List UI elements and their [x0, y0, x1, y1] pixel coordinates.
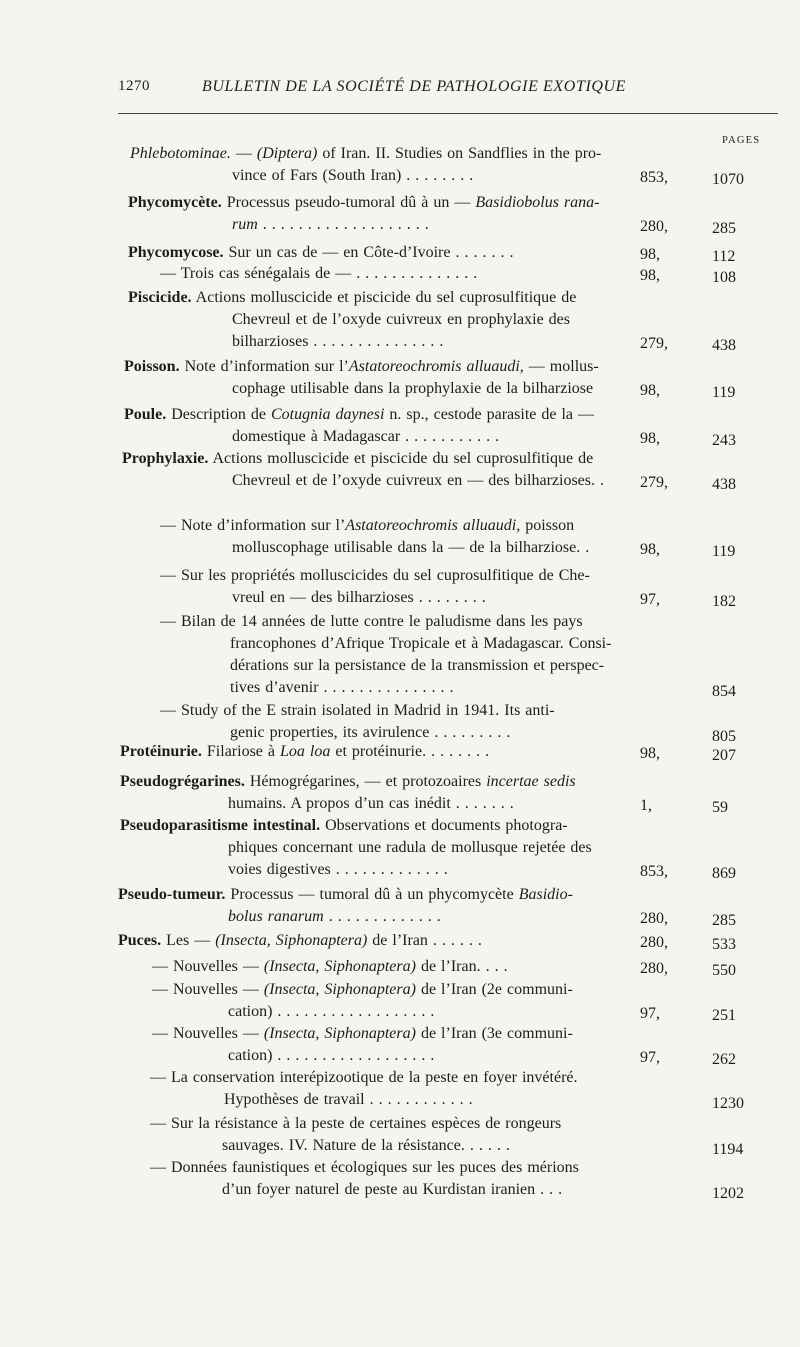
entry-line — [232, 538, 589, 558]
entry-page-number: 533 — [712, 936, 736, 953]
entry-line — [224, 1090, 473, 1110]
entry-text: Protéinurie. — [120, 743, 202, 760]
entry-text: et protéinurie. . . . . . . . — [330, 743, 490, 760]
entry-page-number: 550 — [712, 962, 736, 979]
entry-text: Astatoreochromis alluaudi — [348, 358, 520, 375]
entry-text: voies digestives . . . . . . . . . . . . . — [228, 861, 448, 878]
entry-text: Description de — [166, 406, 271, 423]
entry-text: genic properties, its avirulence . . . . . . . . . — [230, 724, 511, 741]
entry-line — [120, 816, 568, 836]
entry-line — [124, 357, 599, 377]
entry-text: rum — [232, 216, 258, 233]
entry-page-number: 243 — [712, 432, 736, 449]
entry-text: — Note d’information sur l’ — [160, 517, 346, 534]
entry-page-number: 285 — [712, 220, 736, 237]
entry-text: . . . . . . . . . . . . . — [323, 908, 441, 925]
entry-line — [150, 1114, 561, 1134]
entry-line — [118, 885, 573, 905]
entry-text: Piscicide. — [128, 289, 192, 306]
entry-line — [232, 215, 429, 235]
entry-line — [232, 379, 593, 399]
entry-line — [222, 1136, 510, 1156]
entry-line — [228, 794, 514, 814]
entry-text: tives d’avenir . . . . . . . . . . . . . . . — [230, 679, 454, 696]
entry-page-number: 285 — [712, 912, 736, 929]
entry-volume-ref: 98, — [640, 246, 660, 263]
entry-text: — — [230, 145, 257, 162]
entry-text: bilharzioses . . . . . . . . . . . . . . . — [232, 333, 444, 350]
entry-text: de l’Iran (3e communi- — [415, 1025, 573, 1042]
page-number: 1270 — [118, 78, 150, 94]
entry-text: Puces. — [118, 932, 162, 949]
entry-text: cation) . . . . . . . . . . . . . . . . . . — [228, 1047, 435, 1064]
entry-line — [228, 838, 592, 858]
entry-line — [152, 957, 508, 977]
entry-page-number: 438 — [712, 337, 736, 354]
entry-line — [124, 405, 594, 425]
entry-text: de l’Iran. . . . — [415, 958, 508, 975]
entry-line — [160, 612, 583, 632]
entry-text: Astatoreochromis alluaudi, — [345, 517, 521, 534]
entry-line — [232, 588, 486, 608]
entry-line — [228, 1046, 434, 1066]
entry-page-number: 869 — [712, 865, 736, 882]
entry-page-number: 438 — [712, 476, 736, 493]
entry-line — [228, 1002, 434, 1022]
entry-text: Cotugnia daynesi — [270, 406, 385, 423]
entry-page-number: 59 — [712, 799, 728, 816]
entry-text: d’un foyer naturel de peste au Kurdistan iranien . . . — [222, 1181, 563, 1198]
entry-text: Phycomycète. — [128, 194, 222, 211]
entry-line — [152, 980, 573, 1000]
entry-text: Basidio- — [518, 886, 573, 903]
entry-page-number: 207 — [712, 747, 736, 764]
entry-line — [120, 742, 489, 762]
running-title: BULLETIN DE LA SOCIÉTÉ DE PATHOLOGIE EXOTIQUE — [202, 78, 627, 95]
entry-line — [232, 427, 499, 447]
entry-text: . . . . . . . . . . . . . . . . . . . — [257, 216, 429, 233]
entry-page-number: 1230 — [712, 1095, 744, 1112]
entry-text: — Nouvelles — — [152, 1025, 264, 1042]
entry-page-number: 119 — [712, 384, 736, 401]
entry-text: cophage utilisable dans la prophylaxie de la bilharziose — [232, 380, 594, 397]
entry-text: bolus ranarum — [228, 908, 324, 925]
entry-text: domestique à Madagascar . . . . . . . . . . . — [232, 428, 500, 445]
entry-text: — Sur la résistance à la peste de certaines espèces de rongeurs — [150, 1115, 562, 1132]
entry-text: Note d’information sur l’ — [179, 358, 349, 375]
entry-line — [232, 471, 604, 491]
entry-page-number: 262 — [712, 1051, 736, 1068]
entry-text: sauvages. IV. Nature de la résistance. . . . . . — [222, 1137, 510, 1154]
entry-text: humains. A propos d’un cas inédit . . . . . . . — [228, 795, 514, 812]
entry-text: Pseudo-tumeur. — [118, 886, 226, 903]
entry-line — [228, 860, 448, 880]
entry-text: Filariose à — [201, 743, 280, 760]
entry-line — [152, 1024, 573, 1044]
entry-line — [150, 1068, 578, 1088]
entry-text: Poisson. — [124, 358, 180, 375]
entry-text: (Insecta, Siphonaptera) — [215, 932, 368, 949]
entry-text: Sur un cas de — en Côte-d’Ivoire . . . . . . . — [223, 244, 514, 261]
entry-volume-ref: 280, — [640, 934, 668, 951]
entry-text: dérations sur la persistance de la transmission et perspec- — [230, 657, 605, 674]
entry-text: — Sur les propriétés molluscicides du sel cuprosulfitique de Che- — [160, 567, 590, 584]
entry-text: incertae sedis — [486, 773, 576, 790]
entry-text: Prophylaxie. — [122, 450, 209, 467]
entry-text: poisson — [520, 517, 575, 534]
entry-line — [222, 1180, 562, 1200]
entry-volume-ref: 279, — [640, 335, 668, 352]
entry-text: — Nouvelles — — [152, 981, 264, 998]
entry-volume-ref: 98, — [640, 541, 660, 558]
entry-line — [118, 931, 482, 951]
entry-volume-ref: 97, — [640, 591, 660, 608]
entry-page-number: 1070 — [712, 171, 744, 188]
entry-page-number: 251 — [712, 1007, 736, 1024]
entry-page-number: 1194 — [712, 1141, 744, 1158]
entry-line — [120, 772, 576, 792]
entry-text: (Insecta, Siphonaptera) — [263, 981, 416, 998]
entry-line — [128, 288, 576, 308]
entry-line — [122, 449, 593, 469]
entry-text: de l’Iran . . . . . . — [367, 932, 482, 949]
entry-line — [128, 193, 600, 213]
entry-volume-ref: 1, — [640, 797, 652, 814]
entry-line — [150, 1158, 579, 1178]
entry-page-number: 108 — [712, 269, 736, 286]
entry-volume-ref: 97, — [640, 1005, 660, 1022]
entry-text: , — mollus- — [519, 358, 599, 375]
entry-text: Processus pseudo-tumoral dû à un — — [221, 194, 476, 211]
entry-text: Basidiobolus rana- — [475, 194, 600, 211]
entry-text: Hypothèses de travail . . . . . . . . . . . . — [224, 1091, 473, 1108]
entry-volume-ref: 279, — [640, 474, 668, 491]
entry-text: Phycomycose. — [128, 244, 224, 261]
entry-text: of Iran. II. Studies on Sandflies in the pro- — [317, 145, 602, 162]
entry-text: (Insecta, Siphonaptera) — [263, 1025, 416, 1042]
entry-text: Actions molluscicide et piscicide du sel cuprosulfitique de — [208, 450, 594, 467]
entry-text: — Données faunistiques et écologiques sur les puces des mérions — [150, 1159, 579, 1176]
entry-line — [232, 310, 570, 330]
entry-text: de l’Iran (2e communi- — [415, 981, 573, 998]
entry-volume-ref: 97, — [640, 1049, 660, 1066]
entry-text: Pseudogrégarines. — [120, 773, 245, 790]
entry-text: Hémogrégarines, — et protozoaires — [244, 773, 487, 790]
entry-text: — Study of the E strain isolated in Madrid in 1941. Its anti- — [160, 702, 555, 719]
entry-text: — La conservation interépizootique de la peste en foyer invétéré. — [150, 1069, 578, 1086]
entry-page-number: 119 — [712, 543, 736, 560]
entry-text: Actions molluscicide et piscicide du sel cuprosulfitique de — [191, 289, 577, 306]
entry-text: vreul en — des bilharzioses . . . . . . . . — [232, 589, 486, 606]
entry-volume-ref: 280, — [640, 218, 668, 235]
entry-line — [232, 166, 473, 186]
entry-text: Poule. — [124, 406, 167, 423]
entry-line — [160, 264, 477, 284]
entry-volume-ref: 98, — [640, 745, 660, 762]
entry-line — [230, 723, 510, 743]
entry-text: Phlebotominae. — [130, 145, 231, 162]
entry-text: Les — — [161, 932, 216, 949]
entry-line — [228, 907, 441, 927]
entry-line — [160, 701, 555, 721]
entry-text: Chevreul et de l’oxyde cuivreux en — des bilharzioses. . — [232, 472, 604, 489]
entry-volume-ref: 98, — [640, 267, 660, 284]
entry-line — [160, 566, 590, 586]
entry-text: Pseudoparasitisme intestinal. — [120, 817, 321, 834]
entry-line — [230, 656, 604, 676]
entry-text: molluscophage utilisable dans la — de la bilharziose. . — [232, 539, 590, 556]
entry-text: — Nouvelles — — [152, 958, 264, 975]
entry-text: Loa loa — [280, 743, 331, 760]
entry-text: Processus — tumoral dû à un phycomycète — [225, 886, 519, 903]
entry-volume-ref: 280, — [640, 910, 668, 927]
entry-page-number: 805 — [712, 728, 736, 745]
entry-volume-ref: 280, — [640, 960, 668, 977]
entry-line — [160, 516, 574, 536]
entry-line — [232, 332, 443, 352]
entry-text: francophones d’Afrique Tropicale et à Madagascar. Consi- — [230, 635, 612, 652]
entry-volume-ref: 98, — [640, 382, 660, 399]
entry-line — [128, 243, 513, 263]
entry-text: Observations et documents photogra- — [320, 817, 568, 834]
entry-page-number: 854 — [712, 683, 736, 700]
entry-text: n. sp., cestode parasite de la — — [384, 406, 595, 423]
entry-text: vince of Fars (South Iran) . . . . . . . . — [232, 167, 474, 184]
entry-line — [230, 634, 611, 654]
entry-text: — Trois cas sénégalais de — . . . . . . . . . . . . . . — [160, 265, 478, 282]
entry-page-number: 112 — [712, 248, 736, 265]
entry-page-number: 182 — [712, 593, 736, 610]
entry-line — [130, 144, 601, 164]
entry-volume-ref: 853, — [640, 863, 668, 880]
entry-text: — Bilan de 14 années de lutte contre le paludisme dans les pays — [160, 613, 583, 630]
entry-text: (Diptera) — [256, 145, 318, 162]
entry-text: (Insecta, Siphonaptera) — [263, 958, 416, 975]
entry-text: phiques concernant une radula de mollusque rejetée des — [228, 839, 592, 856]
entry-volume-ref: 98, — [640, 430, 660, 447]
entry-text: Chevreul et de l’oxyde cuivreux en prophylaxie des — [232, 311, 570, 328]
entry-line — [230, 678, 454, 698]
entry-text: cation) . . . . . . . . . . . . . . . . . . — [228, 1003, 435, 1020]
entry-volume-ref: 853, — [640, 169, 668, 186]
pages-column-header: PAGES — [722, 135, 761, 146]
entry-page-number: 1202 — [712, 1185, 744, 1202]
